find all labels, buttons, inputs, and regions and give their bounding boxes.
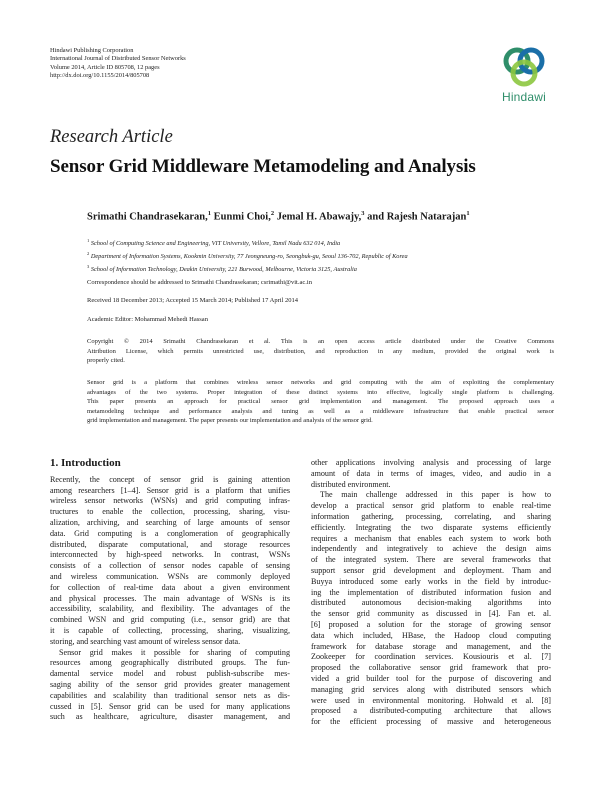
author-affiliation-mark: 1 [207,210,212,217]
author: and Rajesh Natarajan [367,211,467,223]
affiliation-item: $^3$ School of Information Technology, Deakin University, 221 Burwood, Melbourne, Victoria 3125, Australia [87,264,357,274]
author-affiliation-mark: 3 [361,210,365,217]
correspondence-note: Correspondence should be addressed to Srimathi Chandrasekaran; csrimathi@vit.ac.in [87,279,312,286]
body-text-line: wireless sensor networks (WSNs) and grid computing infras- [50,496,290,506]
left-column [50,458,290,723]
author-affiliation-mark: 1 [466,210,470,217]
left-column-body [50,475,290,723]
body-text-line: such as healthcare, agriculture, disaster management, and [50,712,290,722]
body-text-line: for the efficient processing of massive and heterogeneous [311,717,551,727]
body-text-line: among researchers [1–4]. Sensor grid is a platform that unifies [50,485,290,495]
academic-editor: Academic Editor: Mohammad Mehedi Hassan [87,316,208,323]
body-text-line: Zookeeper for coordination services. Kousiouris et al. [7] [311,652,551,662]
right-column [311,458,551,728]
abstract-line: advantages of the two systems. Proper integration of these distinct systems into effective, logically single platform is challenging. [87,388,554,396]
affiliation-item: $^1$ School of Computing Science and Engineering, VIT University, Vellore, Tamil Nadu 632 014, India [87,238,341,248]
body-text-line: storing, and searching vast amount of wireless sensor data. [50,636,241,646]
author: Jemal H. Abawajy, [276,211,362,223]
paper-title: Sensor Grid Middleware Metamodeling and Analysis [50,156,476,177]
body-text-line: Sensor grid makes it possible for sharing of computing [59,647,290,657]
body-text-line: proposed the collaborative sensor grid framework that pro- [311,663,551,673]
copyright-line: properly cited. [87,357,125,365]
body-text-line: capabilities and scalability than traditional sensor nets as dis- [50,690,290,700]
body-text-line: [6] proposed a solution for the storage of growing sensor [311,619,551,629]
body-text-line: proposed a distributed-computing architecture that allows [311,706,551,716]
volume-info: Volume 2014, Article ID 805708, 12 pages [50,63,160,71]
body-text-line: independently and integratively to achieve the design aims [311,544,551,554]
body-text-line: distributed environment. [311,479,391,489]
body-text-line: efficiently. Integrating the two disparate systems efficiently [311,522,551,532]
body-text-line: develop a practical sensor grid platform to enable real-time [311,501,551,511]
body-text-line: other applications involving analysis and processing of large [311,458,551,467]
author: Srimathi Chandrasekaran, [87,211,208,223]
publication-info [50,47,186,81]
author-list [87,210,470,223]
copyright-line: Attribution License, which permits unrestricted use, distribution, and reproduction in any medium, provided the original work is [87,347,554,355]
body-text-line: consists of a collection of sensor nodes capable of sensing [50,561,290,571]
abstract-line: metamodeling technique and performance analysis and tuning as well as a middleware infrastructure that enable practical sensor [87,407,554,415]
abstract-line: grid implementation and management. The paper presents our implementation and analysis of the sensor grid. [87,417,373,425]
publication-dates: Received 18 December 2013; Accepted 15 March 2014; Published 17 April 2014 [87,297,299,304]
affiliation-item: $^2$ Department of Information Systems, Kookmin University, 77 Jeongneung-ro, Seongbuk-gu, Seoul 136-702, Republic of Korea [87,251,408,261]
journal-name: International Journal of Distributed Sensor Networks [50,55,186,63]
body-text-line: resources among geographically distributed groups. The fun- [50,658,290,668]
body-text-line: distributed, disparate computational, and storage resources [50,539,290,549]
body-text-line: tructures to enable the collection, processing, sharing, visu- [50,507,290,517]
body-text-line: of the integrated system. There are several frameworks that [311,555,551,565]
author-affiliation-mark: 2 [270,210,275,217]
section-heading: 1. Introduction [50,457,121,469]
body-text-line: ing the implementation of distributed information fusion and [311,587,551,597]
body-text-line: the sensor grid community as discussed in [4]. Fan et. al. [311,609,551,619]
article-type: Research Article [50,127,173,147]
abstract [87,378,554,426]
copyright-line: Copyright © 2014 Srimathi Chandrasekaran et al. This is an open access article distributed under the Creative Commons [87,338,554,345]
body-text-line: it is capable of collecting, processing, sharing, visualizing, [50,625,290,635]
body-text-line: framework for database storage and management, and the [311,641,551,651]
body-text-line: data. Grid computing is a conglomeration of geographically [50,528,290,538]
body-text-line: saging ability of the sensor grid provides greater management [50,679,290,689]
hindawi-rings-logo-icon [502,46,546,88]
body-text-line: accessibility, scalability, and flexibility. The advantages of the [50,604,290,614]
body-text-line: information gathering, processing, correlating, and sharing [311,511,551,521]
body-text-line: damental service model and robust publish-subscribe mes- [50,669,290,679]
doi-link[interactable]: http://dx.doi.org/10.1155/2014/805708 [50,72,150,80]
body-text-line: vided a grid builder tool for the purpose of discovering and [311,673,551,683]
body-text-line: Buyya introduced some early works in the field by introduc- [311,576,551,586]
body-text-line: were used in environmental monitoring. Hohwald et al. [8] [311,695,551,705]
right-column-body [311,458,551,728]
body-text-line: and physical processes. The main advantage of WSNs is its [50,593,290,603]
hindawi-logo [488,46,560,106]
abstract-line: This paper presents an approach for practical sensor grid implementation and management. The proposed approach uses a [87,398,554,406]
body-text-line: distributed autonomous decision-making algorithms into [311,598,551,608]
body-text-line: combined WSN and grid computing (i.e., sensor grid) are that [50,615,290,625]
body-text-line: requires a mechanism that enables each system to work both [311,533,551,543]
affiliation-list [87,236,408,275]
body-text-line: alization, archiving, and searching of large amounts of sensor [50,517,290,527]
logo-text: Hindawi [501,90,547,104]
body-text-line: The main challenge addressed in this paper is how to [320,490,551,500]
body-text-line: Recently, the concept of sensor grid is gaining attention [50,474,290,484]
body-text-line: and wireless communication. WSNs are commonly deployed [50,571,290,581]
publisher-name: Hindawi Publishing Corporation [50,47,134,54]
body-text-line: support sensor grid development and deployment. Tham and [311,565,551,575]
body-text-line: for collection of real-time data about a given environment [50,582,290,592]
copyright-notice [87,337,554,366]
body-text-line: interconnected by high-speed networks. In contrast, WSNs [50,550,290,560]
body-text-line: cussed in [5]. Sensor grid can be used for many applications [50,701,290,711]
body-text-line: managing grid services along with distributed sensors which [311,684,551,694]
body-text-line: amount of data in terms of images, video, and audio in a [311,468,551,478]
body-text-line: data which included, HBase, the Hadoop cloud computing [311,630,551,640]
abstract-line: Sensor grid is a platform that combines wireless sensor networks and grid computing with the aim of exploiting the complementary [87,379,554,386]
author: Eunmi Choi, [213,211,271,223]
